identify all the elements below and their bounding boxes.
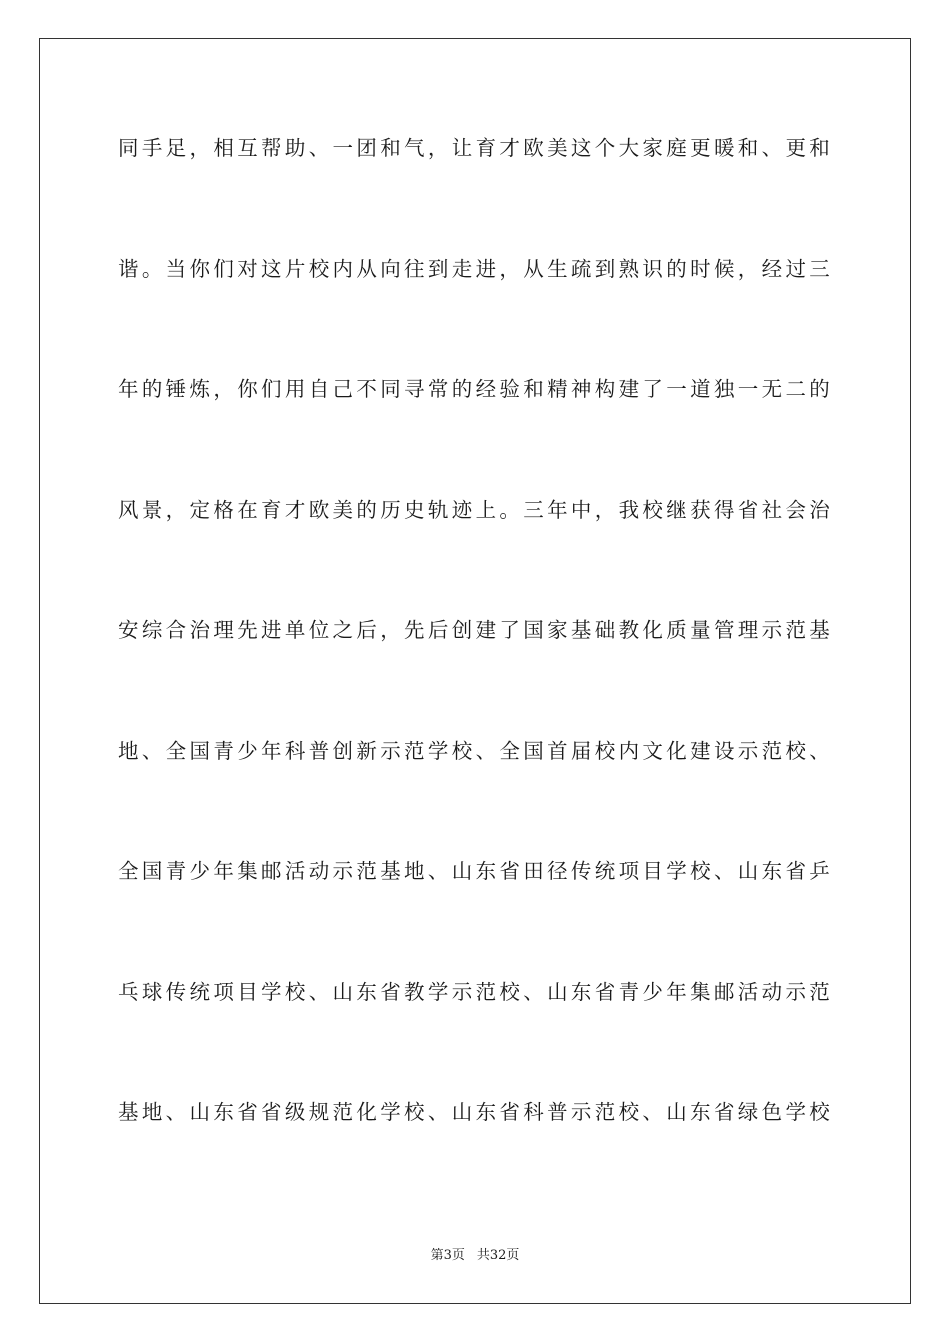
text-line: 地、全国青少年科普创新示范学校、全国首届校内文化建设示范校、: [118, 738, 832, 763]
text-line: 安综合治理先进单位之后，先后创建了国家基础教化质量管理示范基: [118, 618, 832, 642]
text-line: 乓球传统项目学校、山东省教学示范校、山东省青少年集邮活动示范: [118, 979, 832, 1004]
total-page-count: 共32页: [476, 1248, 520, 1263]
text-line: 年的锤炼，你们用自己不同寻常的经验和精神构建了一道独一无二的: [118, 377, 832, 401]
text-line: 基地、山东省省级规范化学校、山东省科普示范校、山东省绿色学校: [118, 1100, 832, 1124]
text-line: 同手足，相互帮助、一团和气，让育才欧美这个大家庭更暖和、更和: [118, 136, 832, 160]
text-line: 谐。当你们对这片校内从向往到走进，从生疏到熟识的时候，经过三: [118, 256, 832, 281]
current-page-number: 第3页: [430, 1248, 465, 1263]
text-line: 全国青少年集邮活动示范基地、山东省田径传统项目学校、山东省乒: [118, 859, 832, 883]
page-footer: [0, 1247, 950, 1265]
text-line: 风景，定格在育才欧美的历史轨迹上。三年中，我校继获得省社会治: [118, 497, 832, 522]
document-body: [118, 126, 832, 1211]
